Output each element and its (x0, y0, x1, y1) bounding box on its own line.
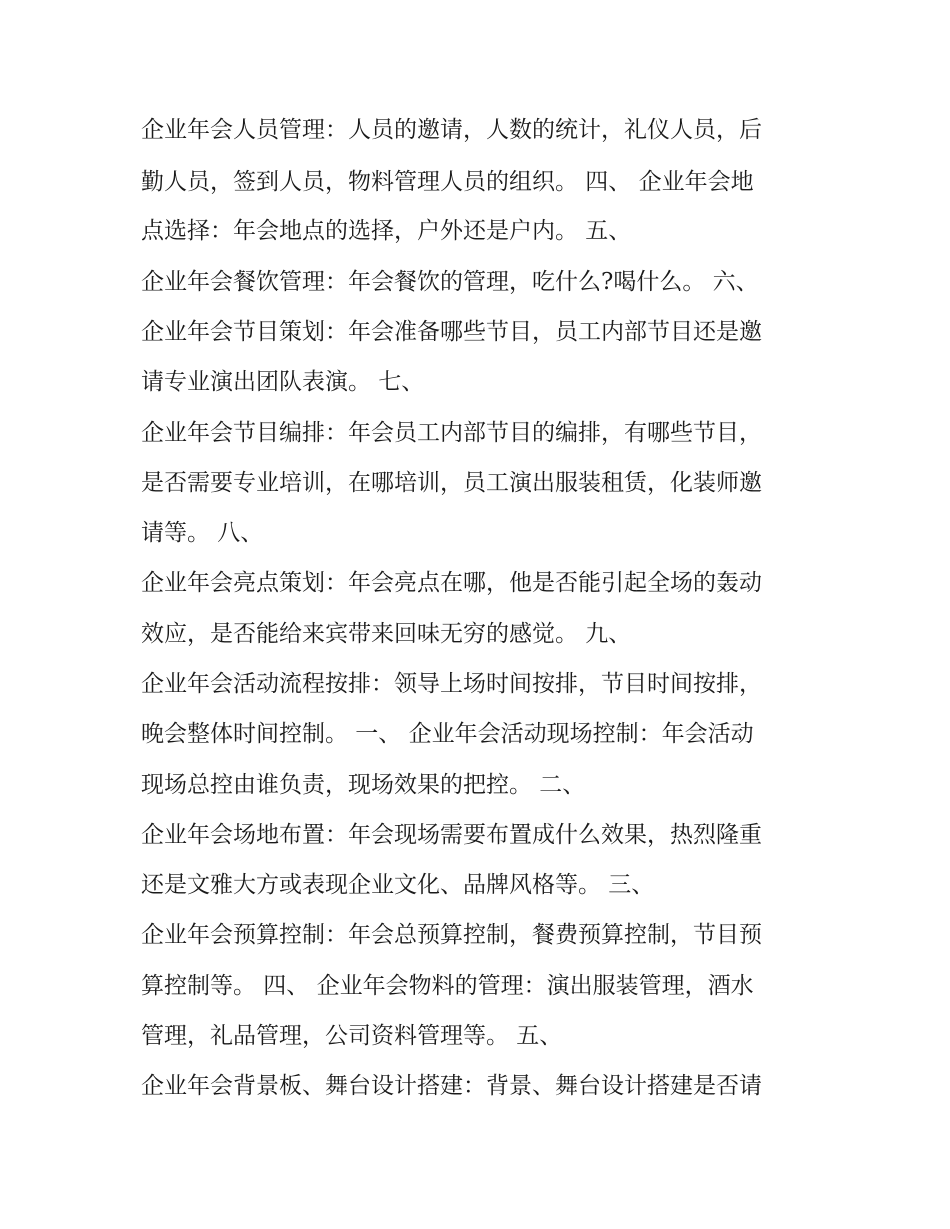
text-line: 算控制等。 四、 企业年会物料的管理：演出服装管理，酒水 (141, 973, 754, 999)
text-line: 点选择：年会地点的选择，户外还是户内。 五、 (141, 218, 632, 244)
text-line: 还是文雅大方或表现企业文化、品牌风格等。 三、 (141, 872, 655, 898)
text-line: 效应，是否能给来宾带来回味无穷的感觉。 九、 (141, 621, 632, 647)
text-line: 企业年会活动流程按排：领导上场时间按排，节目时间按排， (141, 671, 762, 697)
text-line: 企业年会人员管理：人员的邀请，人数的统计，礼仪人员，后 (141, 117, 762, 143)
text-line: 管理，礼品管理，公司资料管理等。 五、 (141, 1023, 563, 1049)
text-line: 企业年会节目编排：年会员工内部节目的编排，有哪些节目， (141, 420, 762, 446)
text-line: 企业年会节目策划：年会准备哪些节目，员工内部节目还是邀 (141, 319, 762, 345)
text-line: 企业年会预算控制：年会总预算控制，餐费预算控制，节目预 (141, 922, 762, 948)
text-line: 晚会整体时间控制。 一、 企业年会活动现场控制：年会活动 (141, 721, 754, 747)
text-line: 请专业演出团队表演。 七、 (141, 369, 425, 395)
text-line: 企业年会背景板、舞台设计搭建：背景、舞台设计搭建是否请 (141, 1073, 762, 1099)
text-line: 是否需要专业培训，在哪培训，员工演出服装租赁，化装师邀 (141, 470, 762, 496)
text-line: 企业年会亮点策划：年会亮点在哪，他是否能引起全场的轰动 (141, 570, 762, 596)
text-line: 请等。 八、 (141, 520, 264, 546)
text-line: 现场总控由谁负责，现场效果的把控。 二、 (141, 772, 586, 798)
text-line: 企业年会餐饮管理：年会餐饮的管理，吃什么?喝什么。 六、 (141, 269, 759, 295)
text-line: 勤人员，签到人员，物料管理人员的组织。 四、 企业年会地 (141, 169, 754, 195)
text-line: 企业年会场地布置：年会现场需要布置成什么效果，热烈隆重 (141, 822, 762, 848)
